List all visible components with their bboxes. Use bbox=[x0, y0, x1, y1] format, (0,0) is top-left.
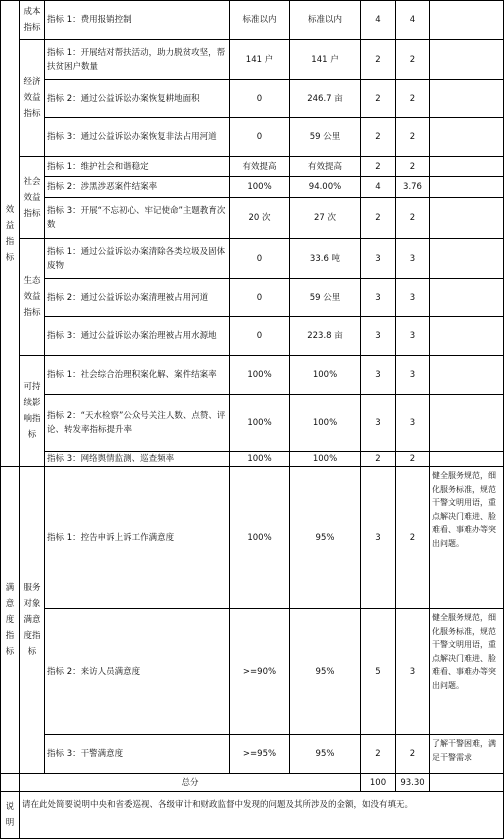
ecological-note-2 bbox=[430, 279, 504, 317]
service-score-1: 2 bbox=[396, 467, 430, 609]
service-note-3: 了解干警困难，满足干警需求 bbox=[430, 735, 504, 774]
economic-note-1 bbox=[430, 40, 504, 80]
social-score-3: 2 bbox=[396, 198, 430, 239]
economic-category: 经济效益指标 bbox=[20, 40, 45, 157]
ecological-actual-3: 223.8 亩 bbox=[290, 317, 361, 356]
economic-indicator-2: 指标 2：通过公益诉讼办案恢复耕地面积 bbox=[45, 80, 230, 118]
service-target-3: >=95% bbox=[230, 735, 290, 774]
social-actual-3: 27 次 bbox=[290, 198, 361, 239]
social-actual-2: 94.00% bbox=[290, 177, 361, 198]
ecological-indicator-2: 指标 2：通过公益诉讼办案清理被占用河道 bbox=[45, 279, 230, 317]
ecological-weight-3: 3 bbox=[361, 317, 396, 356]
economic-score-3: 2 bbox=[396, 118, 430, 157]
economic-target-2: 0 bbox=[230, 80, 290, 118]
economic-target-1: 141 户 bbox=[230, 40, 290, 80]
dimension-satisfaction: 满意度指标 bbox=[5, 583, 15, 657]
sustainable-actual-2: 100% bbox=[290, 395, 361, 452]
ecological-weight-2: 3 bbox=[361, 279, 396, 317]
service-indicator-3: 指标 3：干警满意度 bbox=[45, 735, 230, 774]
social-target-1: 有效提高 bbox=[230, 157, 290, 177]
total-score: 93.30 bbox=[396, 774, 430, 792]
dimension-effect-column bbox=[0, 0, 20, 467]
economic-note-3 bbox=[430, 118, 504, 157]
service-target-1: 100% bbox=[230, 467, 290, 609]
sustainable-indicator-2: 指标 2：“天水检察”公众号关注人数、点赞、评论、转发率指标提升率 bbox=[45, 395, 230, 452]
sustainable-score-1: 3 bbox=[396, 356, 430, 395]
cost-weight: 4 bbox=[361, 0, 396, 40]
service-weight-2: 5 bbox=[361, 609, 396, 735]
service-weight-1: 3 bbox=[361, 467, 396, 609]
economic-actual-3: 59 公里 bbox=[290, 118, 361, 157]
sustainable-weight-2: 3 bbox=[361, 395, 396, 452]
sustainable-indicator-1: 指标 1：社会综合治理积案化解、案件结案率 bbox=[45, 356, 230, 395]
service-indicator-2: 指标 2：来访人员满意度 bbox=[45, 609, 230, 735]
sustainable-weight-1: 3 bbox=[361, 356, 396, 395]
service-indicator-1: 指标 1：控告申诉上诉工作满意度 bbox=[45, 467, 230, 609]
economic-actual-2: 246.7 亩 bbox=[290, 80, 361, 118]
total-weight: 100 bbox=[361, 774, 396, 792]
economic-note-2 bbox=[430, 80, 504, 118]
economic-weight-1: 2 bbox=[361, 40, 396, 80]
total-label: 总分 bbox=[20, 774, 361, 792]
service-weight-3: 2 bbox=[361, 735, 396, 774]
economic-weight-2: 2 bbox=[361, 80, 396, 118]
sustainable-target-3: 100% bbox=[230, 452, 290, 467]
economic-actual-1: 141 户 bbox=[290, 40, 361, 80]
social-indicator-1: 指标 1：维护社会和谐稳定 bbox=[45, 157, 230, 177]
service-actual-2: 95% bbox=[290, 609, 361, 735]
economic-score-1: 2 bbox=[396, 40, 430, 80]
social-category: 社会效益指标 bbox=[20, 157, 45, 239]
cost-target: 标准以内 bbox=[230, 0, 290, 40]
dimension-satisfaction-cell bbox=[0, 467, 20, 774]
service-score-3: 2 bbox=[396, 735, 430, 774]
cost-actual: 标准以内 bbox=[290, 0, 361, 40]
ecological-note-1 bbox=[430, 239, 504, 279]
service-category: 服务对象满意度指标 bbox=[20, 467, 45, 774]
economic-indicator-1: 指标 1：开展结对帮扶活动，助力脱贫攻坚，帮扶贫困户数量 bbox=[45, 40, 230, 80]
ecological-target-3: 0 bbox=[230, 317, 290, 356]
ecological-actual-1: 33.6 吨 bbox=[290, 239, 361, 279]
ecological-note-3 bbox=[430, 317, 504, 356]
service-score-2: 3 bbox=[396, 609, 430, 735]
social-indicator-2: 指标 2：涉黑涉恶案件结案率 bbox=[45, 177, 230, 198]
social-actual-1: 有效提高 bbox=[290, 157, 361, 177]
cost-category: 成本指标 bbox=[20, 0, 45, 40]
social-note-3 bbox=[430, 198, 504, 239]
total-blank-left bbox=[0, 774, 20, 792]
service-target-2: >=90% bbox=[230, 609, 290, 735]
ecological-weight-1: 3 bbox=[361, 239, 396, 279]
social-indicator-3: 指标 3：开展“不忘初心、牢记使命”主题教育次数 bbox=[45, 198, 230, 239]
sustainable-note-1 bbox=[430, 356, 504, 395]
social-weight-3: 2 bbox=[361, 198, 396, 239]
sustainable-score-3: 2 bbox=[396, 452, 430, 467]
service-note-2: 健全服务规范，细化服务标准，规范干警文明用语，重点解决门难进、脸难看、事难办等突出问题。 bbox=[430, 609, 504, 735]
social-target-2: 100% bbox=[230, 177, 290, 198]
ecological-indicator-1: 指标 1：通过公益诉讼办案清除各类垃圾及固体废物 bbox=[45, 239, 230, 279]
ecological-indicator-3: 指标 3：通过公益诉讼办案治理被占用水源地 bbox=[45, 317, 230, 356]
sustainable-score-2: 3 bbox=[396, 395, 430, 452]
social-weight-1: 2 bbox=[361, 157, 396, 177]
sustainable-note-2 bbox=[430, 395, 504, 452]
sustainable-target-2: 100% bbox=[230, 395, 290, 452]
sustainable-actual-1: 100% bbox=[290, 356, 361, 395]
sustainable-category: 可持续影响指标 bbox=[20, 356, 45, 467]
ecological-score-2: 3 bbox=[396, 279, 430, 317]
cost-indicator: 指标 1：费用报销控制 bbox=[45, 0, 230, 40]
ecological-target-2: 0 bbox=[230, 279, 290, 317]
economic-target-3: 0 bbox=[230, 118, 290, 157]
ecological-target-1: 0 bbox=[230, 239, 290, 279]
sustainable-weight-3: 2 bbox=[361, 452, 396, 467]
service-note-1: 健全服务规范，细化服务标准，规范干警文明用语，重点解决门难进、脸难看、事难办等突出问题。 bbox=[430, 467, 504, 609]
social-score-2: 3.76 bbox=[396, 177, 430, 198]
ecological-score-1: 3 bbox=[396, 239, 430, 279]
social-score-1: 2 bbox=[396, 157, 430, 177]
service-actual-3: 95% bbox=[290, 735, 361, 774]
explain-text: 请在此处简要说明中央和省委巡视、各级审计和财政监督中发现的问题及其所涉及的金额，如没有填无。 bbox=[20, 792, 504, 839]
explain-label: 说明 bbox=[5, 802, 15, 828]
social-target-3: 20 次 bbox=[230, 198, 290, 239]
service-actual-1: 95% bbox=[290, 467, 361, 609]
social-note-1 bbox=[430, 157, 504, 177]
ecological-category: 生态效益指标 bbox=[20, 239, 45, 356]
cost-note bbox=[430, 0, 504, 40]
economic-weight-3: 2 bbox=[361, 118, 396, 157]
sustainable-note-3 bbox=[430, 452, 504, 467]
social-weight-2: 4 bbox=[361, 177, 396, 198]
sustainable-actual-3: 100% bbox=[290, 452, 361, 467]
ecological-actual-2: 59 公里 bbox=[290, 279, 361, 317]
sustainable-indicator-3: 指标 3：网络舆情监测、巡查频率 bbox=[45, 452, 230, 467]
total-note bbox=[430, 774, 504, 792]
economic-indicator-3: 指标 3：通过公益诉讼办案恢复非法占用河道 bbox=[45, 118, 230, 157]
sustainable-target-1: 100% bbox=[230, 356, 290, 395]
dimension-effect-label: 效益指标 bbox=[5, 204, 15, 263]
cost-score: 4 bbox=[396, 0, 430, 40]
economic-score-2: 2 bbox=[396, 80, 430, 118]
social-note-2 bbox=[430, 177, 504, 198]
ecological-score-3: 3 bbox=[396, 317, 430, 356]
explain-label-cell bbox=[0, 792, 20, 839]
